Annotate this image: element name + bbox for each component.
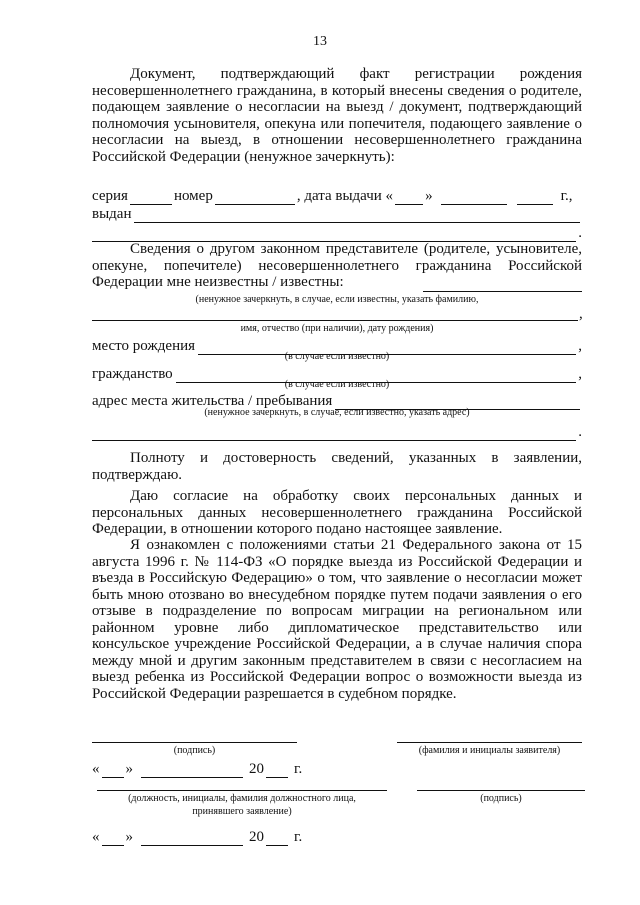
- applicant-year-field[interactable]: [266, 765, 288, 778]
- law-acknowledgement-text: Я ознакомлен с положениями статьи 21 Федерального закона от 15 августа 1996 г. № 114-ФЗ «О порядке выезда из Российской Федерации и въезда в Российскую Федерацию» о том, что заявление о несогласии может быть мною отозвано во внесудебном порядке путем подачи заявления о его отзыве в подразделение по вопросам миграции на региональном или районном уровне либо дипломатическое представительство или консульское учреждение Российской Федерации, а в случае наличия спора между мной и другим законным представителем в связи с несогласием на выезд ребенка из Российской Федерации вопрос о возможности выезда из Российской Федерации разрешается в судебном порядке.: [92, 537, 582, 702]
- number-field[interactable]: [215, 192, 295, 205]
- official-year-suffix: г.: [294, 829, 303, 845]
- representative-caption-2: имя, отчество (при наличии), дату рождения): [240, 323, 434, 334]
- official-name-line[interactable]: [97, 790, 387, 791]
- official-day-field[interactable]: [102, 833, 124, 846]
- official-signature-caption: (подпись): [480, 793, 522, 804]
- citizenship-label: гражданство: [92, 366, 173, 382]
- official-caption-1: (должность, инициалы, фамилия должностного лица,: [128, 793, 356, 804]
- official-date-open-quote: «: [92, 829, 100, 845]
- issue-year-label: г.,: [560, 188, 573, 204]
- address-period: .: [578, 424, 582, 440]
- official-year-field[interactable]: [266, 833, 288, 846]
- official-date-row: [92, 829, 352, 846]
- year-prefix: 20: [249, 761, 264, 777]
- document-heading: Документ, подтверждающий факт регистрации рождения несовершеннолетнего гражданина, в который внесены сведения о родителе, подающем заявление о несогласии на выезд / документ, подтверждающий полномочия усыновителя, опекуна или попечителя, подающего заявление о несогласии на выезд, в отношении несовершеннолетнего гражданина Российской Федерации (ненужное зачеркнуть):: [92, 66, 582, 165]
- issue-year-field[interactable]: [517, 192, 553, 205]
- birthplace-caption: (в случае если известно): [284, 351, 390, 362]
- address-caption: (ненужное зачеркнуть, в случае, если известно, указать адрес): [204, 407, 470, 418]
- series-field[interactable]: [130, 192, 172, 205]
- official-date-close-quote: »: [125, 829, 133, 845]
- applicant-signature-line[interactable]: [92, 742, 297, 743]
- applicant-month-field[interactable]: [141, 765, 243, 778]
- citizenship-caption: (в случае если известно): [284, 379, 390, 390]
- issue-date-label: , дата выдачи «: [296, 188, 394, 204]
- confirmation-text: Полноту и достоверность сведений, указанных в заявлении, подтверждаю.: [92, 450, 582, 483]
- issue-month-field[interactable]: [441, 192, 507, 205]
- issue-day-field[interactable]: [395, 192, 423, 205]
- issued-by-label: выдан: [92, 206, 132, 222]
- number-label: номер: [173, 188, 213, 204]
- address-continuation-row: [92, 424, 582, 441]
- address-field-2[interactable]: [92, 428, 576, 441]
- issued-by-row: [92, 206, 582, 223]
- consent-text: Даю согласие на обработку своих персональных данных и персональных данных несовершеннолетнего гражданина Российской Федерации, в отношении которого подано настоящее заявление.: [92, 488, 582, 537]
- official-month-field[interactable]: [141, 833, 243, 846]
- series-label: серия: [92, 188, 128, 204]
- representative-caption-1: (ненужное зачеркнуть, в случае, если известны, указать фамилию,: [195, 294, 479, 305]
- issue-quote-close: »: [425, 188, 433, 204]
- year-suffix: г.: [294, 761, 303, 777]
- comma-1: ,: [579, 306, 583, 322]
- applicant-name-caption: (фамилия и инициалы заявителя): [418, 745, 561, 756]
- representative-field[interactable]: [423, 291, 582, 292]
- address-label: адрес места жительства / пребывания: [92, 393, 333, 409]
- date-open-quote: «: [92, 761, 100, 777]
- applicant-name-line[interactable]: [397, 742, 582, 743]
- document-series-row: [92, 188, 582, 205]
- end-mark: .: [578, 225, 582, 241]
- representative-intro: Сведения о другом законном представителе (родителе, усыновителе, опекуне, попечителе) несовершеннолетнего гражданина Российской Федерации мне неизвестны / известны:: [92, 241, 582, 290]
- official-caption-2: принявшего заявление): [192, 806, 292, 817]
- applicant-signature-caption: (подпись): [173, 745, 216, 756]
- official-signature-line[interactable]: [417, 790, 585, 791]
- citizenship-comma: ,: [578, 366, 582, 382]
- birthplace-comma: ,: [578, 338, 582, 354]
- official-year-prefix: 20: [249, 829, 264, 845]
- representative-field-2[interactable]: [92, 320, 578, 321]
- date-close-quote: »: [125, 761, 133, 777]
- applicant-date-row: [92, 761, 352, 778]
- issued-by-field[interactable]: [134, 210, 580, 223]
- birthplace-label: место рождения: [92, 338, 196, 354]
- issued-by-continuation-row: [92, 225, 582, 242]
- page-number: 13: [313, 34, 327, 49]
- applicant-day-field[interactable]: [102, 765, 124, 778]
